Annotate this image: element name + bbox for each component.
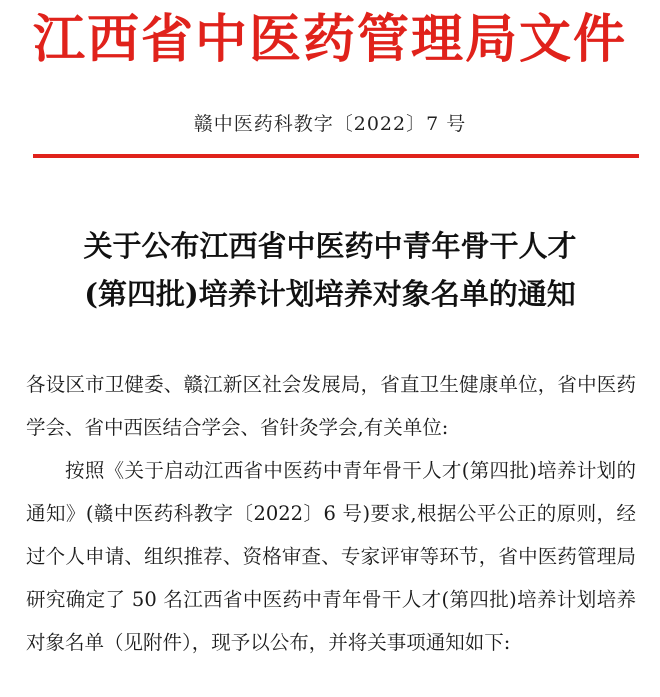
body-paragraph-1: 按照《关于启动江西省中医药中青年骨干人才(第四批)培养计划的通知》(赣中医药科教字〔2022〕6 号)要求,根据公平公正的原则，经过个人申请、组织推荐、资格审查、专家评审等环节，省中医药管理局研究确定了 50 名江西省中医药中青年骨干人才(第四批)培养计划培养对象名单（见附件），现予以公布，并将关事项通知如下: [26,459,636,654]
red-divider-line [33,154,639,158]
document-number: 赣中医药科教字〔2022〕7 号 [193,113,467,135]
notice-title [0,222,660,318]
addressee-paragraph: 各设区市卫健委、赣江新区社会发展局，省直卫生健康单位，省中医药学会、省中西医结合学会、省针灸学会,有关单位: [26,373,636,439]
notice-title-line-2: (第四批)培养计划培养对象名单的通知 [84,277,576,311]
issuing-authority-header: 江西省中医药管理局文件 [32,10,627,70]
notice-title-line-1: 关于公布江西省中医药中青年骨干人才 [83,229,577,263]
notice-body [26,363,636,664]
